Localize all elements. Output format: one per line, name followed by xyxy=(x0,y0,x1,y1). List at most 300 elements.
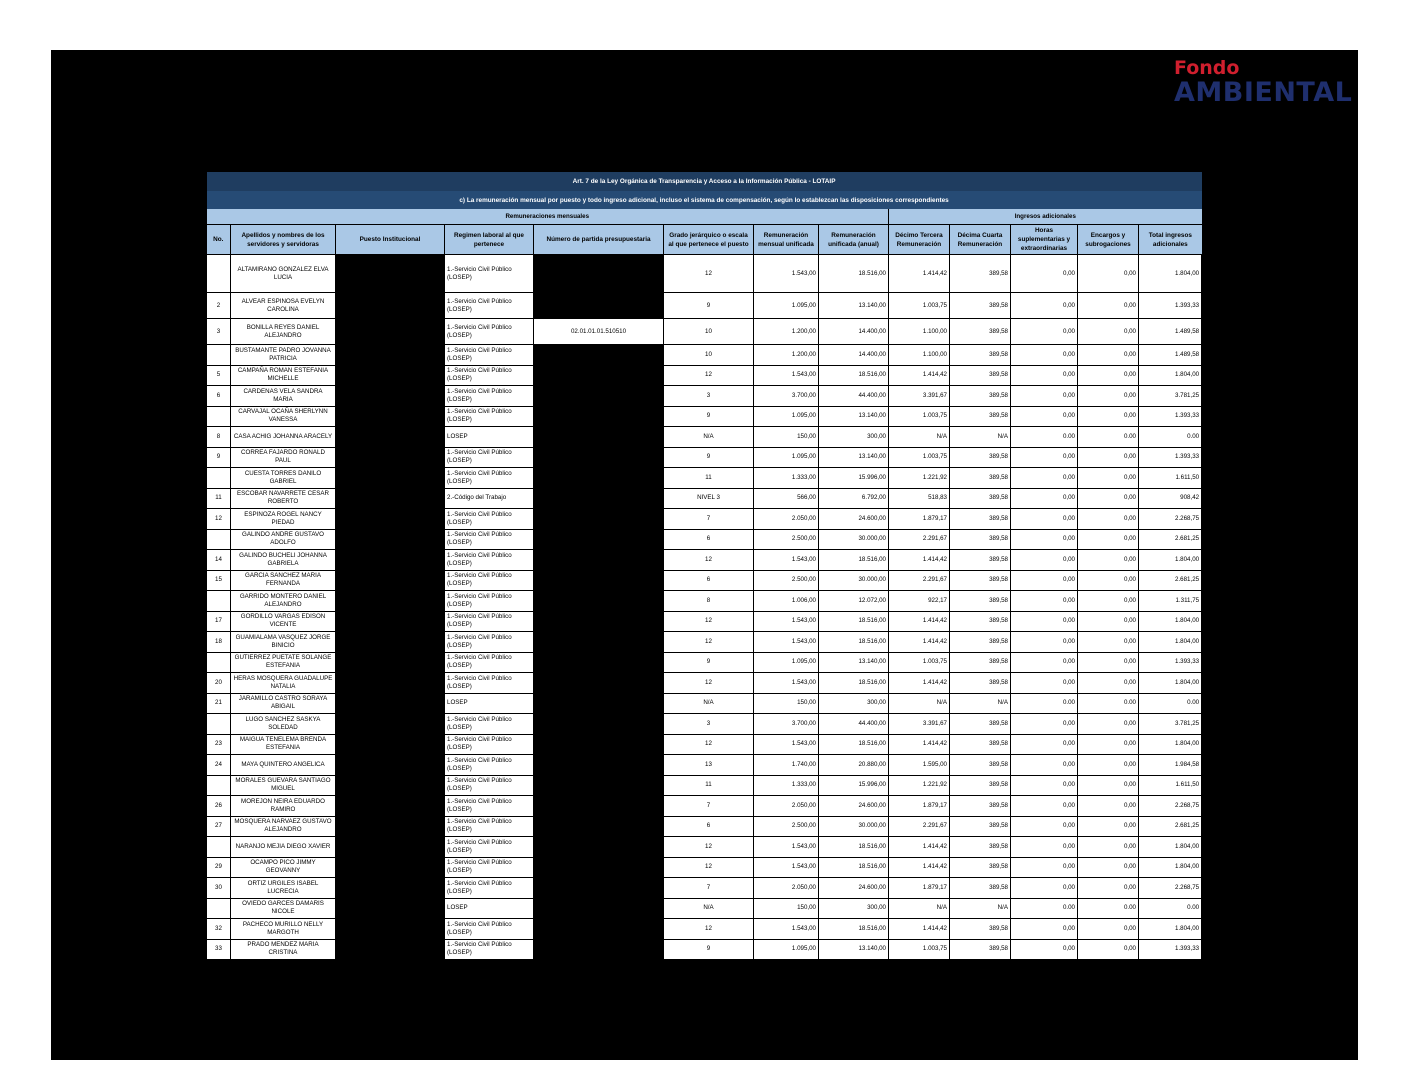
row-number xyxy=(207,714,231,735)
group-monthly: Remuneraciones mensuales xyxy=(207,209,889,225)
thirteenth-pay: 1.003,75 xyxy=(889,939,950,960)
table-row xyxy=(207,427,1202,448)
total-additional: 1.804,00 xyxy=(1139,550,1202,571)
charges: 0,00 xyxy=(1078,406,1139,427)
total-additional: 1.489,58 xyxy=(1139,319,1202,345)
budget-item-redacted xyxy=(534,406,664,427)
thirteenth-pay: 1.414,42 xyxy=(889,611,950,632)
labor-regime: 1.-Servicio Civil Público (LOSEP) xyxy=(445,529,534,550)
position-cell-redacted xyxy=(336,755,445,776)
overtime: 0,00 xyxy=(1011,293,1078,319)
charges: 0,00 xyxy=(1078,255,1139,293)
charges: 0,00 xyxy=(1078,447,1139,468)
total-additional: 2.681,25 xyxy=(1139,529,1202,550)
table-row xyxy=(207,550,1202,571)
thirteenth-pay: 1.879,17 xyxy=(889,509,950,530)
labor-regime: 1.-Servicio Civil Público (LOSEP) xyxy=(445,365,534,386)
position-cell-redacted xyxy=(336,919,445,940)
annual-pay: 18.516,00 xyxy=(819,550,889,571)
row-number xyxy=(207,775,231,796)
table-row xyxy=(207,255,1202,293)
table-row xyxy=(207,939,1202,960)
overtime: 0,00 xyxy=(1011,509,1078,530)
column-header: Grado jerárquico o escala al que pertenece el puesto xyxy=(664,225,754,255)
fourteenth-pay: 389,58 xyxy=(950,447,1011,468)
charges: 0.00 xyxy=(1078,427,1139,448)
employee-name: ALVEAR ESPINOSA EVELYN CAROLINA xyxy=(231,293,336,319)
employee-name: ORTIZ URGILES ISABEL LUCRECIA xyxy=(231,878,336,899)
labor-regime: 2.-Código del Trabajo xyxy=(445,488,534,509)
total-additional: 1.489,58 xyxy=(1139,345,1202,366)
annual-pay: 13.140,00 xyxy=(819,406,889,427)
employee-name: ESPINOZA ROGEL NANCY PIEDAD xyxy=(231,509,336,530)
grade: 12 xyxy=(664,857,754,878)
column-header: Décimo Tercera Remuneración xyxy=(889,225,950,255)
charges: 0,00 xyxy=(1078,570,1139,591)
charges: 0,00 xyxy=(1078,509,1139,530)
budget-item-redacted xyxy=(534,857,664,878)
grade: 9 xyxy=(664,293,754,319)
annual-pay: 300,00 xyxy=(819,427,889,448)
monthly-pay: 150,00 xyxy=(754,898,819,919)
table-row xyxy=(207,447,1202,468)
employee-name: HERAS MOSQUERA GUADALUPE NATALIA xyxy=(231,673,336,694)
monthly-pay: 1.095,00 xyxy=(754,652,819,673)
employee-name: JARAMILLO CASTRO SORAYA ABIGAIL xyxy=(231,693,336,714)
annual-pay: 12.072,00 xyxy=(819,591,889,612)
thirteenth-pay: 2.291,67 xyxy=(889,816,950,837)
fourteenth-pay: N/A xyxy=(950,693,1011,714)
fourteenth-pay: 389,58 xyxy=(950,591,1011,612)
position-cell-redacted xyxy=(336,550,445,571)
column-header: Apellidos y nombres de los servidores y servidoras xyxy=(231,225,336,255)
monthly-pay: 1.333,00 xyxy=(754,468,819,489)
budget-item-redacted xyxy=(534,591,664,612)
row-number xyxy=(207,652,231,673)
fourteenth-pay: 389,58 xyxy=(950,755,1011,776)
employee-name: CASA ACHIG JOHANNA ARACELY xyxy=(231,427,336,448)
overtime: 0,00 xyxy=(1011,255,1078,293)
logo-line1: Fondo xyxy=(1174,57,1240,79)
total-additional: 1.393,33 xyxy=(1139,447,1202,468)
charges: 0,00 xyxy=(1078,293,1139,319)
table-row xyxy=(207,919,1202,940)
fourteenth-pay: 389,58 xyxy=(950,775,1011,796)
fourteenth-pay: 389,58 xyxy=(950,529,1011,550)
monthly-pay: 1.095,00 xyxy=(754,293,819,319)
thirteenth-pay: 1.414,42 xyxy=(889,632,950,653)
annual-pay: 18.516,00 xyxy=(819,919,889,940)
table-row xyxy=(207,714,1202,735)
employee-name: LUGO SANCHEZ SASKYA SOLEDAD xyxy=(231,714,336,735)
labor-regime: 1.-Servicio Civil Público (LOSEP) xyxy=(445,714,534,735)
labor-regime: 1.-Servicio Civil Público (LOSEP) xyxy=(445,878,534,899)
annual-pay: 18.516,00 xyxy=(819,255,889,293)
total-additional: 0.00 xyxy=(1139,427,1202,448)
overtime: 0,00 xyxy=(1011,365,1078,386)
grade: 3 xyxy=(664,386,754,407)
budget-item-redacted xyxy=(534,427,664,448)
row-number: 15 xyxy=(207,570,231,591)
table-row xyxy=(207,293,1202,319)
total-additional: 2.681,25 xyxy=(1139,570,1202,591)
annual-pay: 30.000,00 xyxy=(819,529,889,550)
fourteenth-pay: 389,58 xyxy=(950,468,1011,489)
grade: 10 xyxy=(664,319,754,345)
row-number: 17 xyxy=(207,611,231,632)
fourteenth-pay: N/A xyxy=(950,898,1011,919)
annual-pay: 14.400,00 xyxy=(819,345,889,366)
total-additional: 1.804,00 xyxy=(1139,611,1202,632)
position-cell-redacted xyxy=(336,611,445,632)
thirteenth-pay: N/A xyxy=(889,693,950,714)
total-additional: 1.804,00 xyxy=(1139,734,1202,755)
table-row xyxy=(207,509,1202,530)
fourteenth-pay: 389,58 xyxy=(950,837,1011,858)
overtime: 0,00 xyxy=(1011,550,1078,571)
grade: 13 xyxy=(664,755,754,776)
row-number: 33 xyxy=(207,939,231,960)
total-additional: 1.393,33 xyxy=(1139,406,1202,427)
charges: 0,00 xyxy=(1078,319,1139,345)
logo-line2: AMBIENTAL xyxy=(1174,77,1353,108)
total-additional: 1.804,00 xyxy=(1139,837,1202,858)
column-header: Remuneración unificada (anual) xyxy=(819,225,889,255)
monthly-pay: 1.543,00 xyxy=(754,857,819,878)
column-header: No. xyxy=(207,225,231,255)
employee-name: GUTIERREZ PUETATE SOLANGE ESTEFANIA xyxy=(231,652,336,673)
labor-regime: 1.-Servicio Civil Público (LOSEP) xyxy=(445,406,534,427)
budget-item-redacted xyxy=(534,509,664,530)
overtime: 0,00 xyxy=(1011,611,1078,632)
position-cell-redacted xyxy=(336,406,445,427)
monthly-pay: 1.095,00 xyxy=(754,447,819,468)
charges: 0,00 xyxy=(1078,652,1139,673)
annual-pay: 18.516,00 xyxy=(819,365,889,386)
grade: 12 xyxy=(664,550,754,571)
monthly-pay: 3.700,00 xyxy=(754,714,819,735)
thirteenth-pay: 3.391,67 xyxy=(889,386,950,407)
total-additional: 1.804,00 xyxy=(1139,365,1202,386)
grade: N/A xyxy=(664,693,754,714)
labor-regime: 1.-Servicio Civil Público (LOSEP) xyxy=(445,447,534,468)
fourteenth-pay: 389,58 xyxy=(950,878,1011,899)
overtime: 0,00 xyxy=(1011,468,1078,489)
annual-pay: 300,00 xyxy=(819,693,889,714)
employee-name: BONILLA REYES DANIEL ALEJANDRO xyxy=(231,319,336,345)
charges: 0,00 xyxy=(1078,837,1139,858)
position-cell-redacted xyxy=(336,693,445,714)
grade: 9 xyxy=(664,652,754,673)
overtime: 0,00 xyxy=(1011,837,1078,858)
fourteenth-pay: 389,58 xyxy=(950,550,1011,571)
overtime: 0,00 xyxy=(1011,775,1078,796)
grade: NIVEL 3 xyxy=(664,488,754,509)
annual-pay: 18.516,00 xyxy=(819,837,889,858)
total-additional: 1.984,58 xyxy=(1139,755,1202,776)
employee-name: CORREA FAJARDO RONALD PAUL xyxy=(231,447,336,468)
labor-regime: 1.-Servicio Civil Público (LOSEP) xyxy=(445,509,534,530)
charges: 0,00 xyxy=(1078,878,1139,899)
table-row xyxy=(207,734,1202,755)
grade: 3 xyxy=(664,714,754,735)
position-cell-redacted xyxy=(336,386,445,407)
charges: 0,00 xyxy=(1078,919,1139,940)
monthly-pay: 1.543,00 xyxy=(754,837,819,858)
overtime: 0,00 xyxy=(1011,591,1078,612)
thirteenth-pay: 1.879,17 xyxy=(889,878,950,899)
annual-pay: 24.600,00 xyxy=(819,796,889,817)
total-additional: 1.804,00 xyxy=(1139,857,1202,878)
fourteenth-pay: 389,58 xyxy=(950,796,1011,817)
labor-regime: 1.-Servicio Civil Público (LOSEP) xyxy=(445,919,534,940)
overtime: 0,00 xyxy=(1011,319,1078,345)
table-row xyxy=(207,319,1202,345)
row-number: 12 xyxy=(207,509,231,530)
row-number: 18 xyxy=(207,632,231,653)
thirteenth-pay: 1.003,75 xyxy=(889,406,950,427)
row-number: 14 xyxy=(207,550,231,571)
fourteenth-pay: 389,58 xyxy=(950,673,1011,694)
labor-regime: 1.-Servicio Civil Público (LOSEP) xyxy=(445,796,534,817)
employee-name: MAYA QUINTERO ANGELICA xyxy=(231,755,336,776)
budget-item-redacted xyxy=(534,386,664,407)
overtime: 0,00 xyxy=(1011,755,1078,776)
labor-regime: 1.-Servicio Civil Público (LOSEP) xyxy=(445,816,534,837)
charges: 0,00 xyxy=(1078,529,1139,550)
overtime: 0,00 xyxy=(1011,406,1078,427)
employee-name: OVIEDO GARCES DAMARIS NICOLE xyxy=(231,898,336,919)
labor-regime: 1.-Servicio Civil Público (LOSEP) xyxy=(445,837,534,858)
group-additional: Ingresos adicionales xyxy=(889,209,1202,225)
total-additional: 2.268,75 xyxy=(1139,796,1202,817)
monthly-pay: 150,00 xyxy=(754,693,819,714)
total-additional: 1.393,33 xyxy=(1139,652,1202,673)
charges: 0.00 xyxy=(1078,693,1139,714)
thirteenth-pay: 1.414,42 xyxy=(889,673,950,694)
thirteenth-pay: 1.003,75 xyxy=(889,447,950,468)
total-additional: 0.00 xyxy=(1139,898,1202,919)
column-header: Horas suplementarias y extraordinarias xyxy=(1011,225,1078,255)
labor-regime: 1.-Servicio Civil Público (LOSEP) xyxy=(445,652,534,673)
fourteenth-pay: 389,58 xyxy=(950,632,1011,653)
monthly-pay: 1.543,00 xyxy=(754,734,819,755)
fourteenth-pay: 389,58 xyxy=(950,406,1011,427)
grade: 7 xyxy=(664,796,754,817)
fourteenth-pay: 389,58 xyxy=(950,293,1011,319)
position-cell-redacted xyxy=(336,570,445,591)
fourteenth-pay: 389,58 xyxy=(950,816,1011,837)
thirteenth-pay: 3.391,67 xyxy=(889,714,950,735)
thirteenth-pay: 2.291,67 xyxy=(889,570,950,591)
budget-item-redacted xyxy=(534,447,664,468)
employee-name: CUESTA TORRES DANILO GABRIEL xyxy=(231,468,336,489)
employee-name: MAIGUA TENELEMA BRENDA ESTEFANIA xyxy=(231,734,336,755)
overtime: 0,00 xyxy=(1011,570,1078,591)
table-row xyxy=(207,488,1202,509)
fourteenth-pay: 389,58 xyxy=(950,255,1011,293)
annual-pay: 24.600,00 xyxy=(819,509,889,530)
thirteenth-pay: N/A xyxy=(889,898,950,919)
position-cell-redacted xyxy=(336,447,445,468)
employee-name: GARRIDO MONTERO DANIEL ALEJANDRO xyxy=(231,591,336,612)
position-cell-redacted xyxy=(336,796,445,817)
fourteenth-pay: 389,58 xyxy=(950,652,1011,673)
overtime: 0.00 xyxy=(1011,427,1078,448)
table-row xyxy=(207,755,1202,776)
charges: 0,00 xyxy=(1078,611,1139,632)
grade: 9 xyxy=(664,406,754,427)
budget-item-redacted xyxy=(534,652,664,673)
row-number: 5 xyxy=(207,365,231,386)
budget-item-redacted xyxy=(534,529,664,550)
position-cell-redacted xyxy=(336,345,445,366)
overtime: 0,00 xyxy=(1011,386,1078,407)
total-additional: 3.781,25 xyxy=(1139,386,1202,407)
grade: 12 xyxy=(664,673,754,694)
grade: 6 xyxy=(664,529,754,550)
position-cell-redacted xyxy=(336,427,445,448)
total-additional: 2.268,75 xyxy=(1139,509,1202,530)
monthly-pay: 2.050,00 xyxy=(754,878,819,899)
row-number: 11 xyxy=(207,488,231,509)
table-title: Art. 7 de la Ley Orgánica de Transparencia y Acceso a la Información Pública - LOTAIP xyxy=(207,172,1202,191)
row-number xyxy=(207,837,231,858)
column-header: Puesto Institucional xyxy=(336,225,445,255)
row-number: 32 xyxy=(207,919,231,940)
charges: 0,00 xyxy=(1078,386,1139,407)
thirteenth-pay: 1.595,00 xyxy=(889,755,950,776)
employee-name: NARANJO MEJIA DIEGO XAVIER xyxy=(231,837,336,858)
labor-regime: LOSEP xyxy=(445,898,534,919)
labor-regime: LOSEP xyxy=(445,693,534,714)
budget-item-redacted xyxy=(534,816,664,837)
charges: 0,00 xyxy=(1078,550,1139,571)
charges: 0,00 xyxy=(1078,796,1139,817)
budget-item-redacted xyxy=(534,673,664,694)
monthly-pay: 150,00 xyxy=(754,427,819,448)
total-additional: 1.393,33 xyxy=(1139,939,1202,960)
position-cell-redacted xyxy=(336,714,445,735)
overtime: 0,00 xyxy=(1011,734,1078,755)
thirteenth-pay: 1.221,92 xyxy=(889,468,950,489)
grade: 6 xyxy=(664,570,754,591)
labor-regime: LOSEP xyxy=(445,427,534,448)
overtime: 0,00 xyxy=(1011,652,1078,673)
budget-item-redacted xyxy=(534,734,664,755)
fourteenth-pay: 389,58 xyxy=(950,714,1011,735)
fourteenth-pay: 389,58 xyxy=(950,345,1011,366)
column-header: Número de partida presupuestaria xyxy=(534,225,664,255)
monthly-pay: 2.500,00 xyxy=(754,529,819,550)
position-cell-redacted xyxy=(336,509,445,530)
table-row xyxy=(207,570,1202,591)
annual-pay: 13.140,00 xyxy=(819,939,889,960)
monthly-pay: 1.543,00 xyxy=(754,673,819,694)
labor-regime: 1.-Servicio Civil Público (LOSEP) xyxy=(445,570,534,591)
total-additional: 1.611,50 xyxy=(1139,468,1202,489)
employee-name: OCAMPO PICO JIMMY GEOVANNY xyxy=(231,857,336,878)
monthly-pay: 566,00 xyxy=(754,488,819,509)
employee-name: CARDENAS VELA SANDRA MARIA xyxy=(231,386,336,407)
charges: 0,00 xyxy=(1078,345,1139,366)
total-additional: 0.00 xyxy=(1139,693,1202,714)
employee-name: GALINDO BUCHELI JOHANNA GABRIELA xyxy=(231,550,336,571)
table-row xyxy=(207,898,1202,919)
monthly-pay: 1.543,00 xyxy=(754,255,819,293)
annual-pay: 6.792,00 xyxy=(819,488,889,509)
monthly-pay: 1.006,00 xyxy=(754,591,819,612)
total-additional: 3.781,25 xyxy=(1139,714,1202,735)
row-number: 30 xyxy=(207,878,231,899)
budget-item-redacted xyxy=(534,837,664,858)
thirteenth-pay: 1.414,42 xyxy=(889,919,950,940)
fourteenth-pay: 389,58 xyxy=(950,570,1011,591)
position-cell-redacted xyxy=(336,365,445,386)
employee-name: MORALES GUEVARA SANTIAGO MIGUEL xyxy=(231,775,336,796)
row-number xyxy=(207,591,231,612)
budget-item-redacted xyxy=(534,632,664,653)
grade: 6 xyxy=(664,816,754,837)
row-number: 26 xyxy=(207,796,231,817)
budget-item: 02.01.01.01.510510 xyxy=(534,319,664,345)
thirteenth-pay: 1.414,42 xyxy=(889,365,950,386)
labor-regime: 1.-Servicio Civil Público (LOSEP) xyxy=(445,293,534,319)
fourteenth-pay: 389,58 xyxy=(950,857,1011,878)
grade: N/A xyxy=(664,427,754,448)
row-number: 6 xyxy=(207,386,231,407)
labor-regime: 1.-Servicio Civil Público (LOSEP) xyxy=(445,386,534,407)
thirteenth-pay: 1.414,42 xyxy=(889,734,950,755)
position-cell-redacted xyxy=(336,734,445,755)
budget-item-redacted xyxy=(534,468,664,489)
employee-name: PRADO MENDEZ MARIA CRISTINA xyxy=(231,939,336,960)
position-cell-redacted xyxy=(336,632,445,653)
annual-pay: 14.400,00 xyxy=(819,319,889,345)
overtime: 0,00 xyxy=(1011,796,1078,817)
thirteenth-pay: 1.414,42 xyxy=(889,550,950,571)
annual-pay: 20.880,00 xyxy=(819,755,889,776)
thirteenth-pay: 1.100,00 xyxy=(889,319,950,345)
row-number: 21 xyxy=(207,693,231,714)
employee-name: GARCIA SANCHEZ MARIA FERNANDA xyxy=(231,570,336,591)
table-row xyxy=(207,652,1202,673)
table-row xyxy=(207,878,1202,899)
charges: 0,00 xyxy=(1078,857,1139,878)
monthly-pay: 2.500,00 xyxy=(754,570,819,591)
monthly-pay: 1.543,00 xyxy=(754,365,819,386)
annual-pay: 24.600,00 xyxy=(819,878,889,899)
charges: 0,00 xyxy=(1078,755,1139,776)
overtime: 0,00 xyxy=(1011,878,1078,899)
table-row xyxy=(207,386,1202,407)
annual-pay: 18.516,00 xyxy=(819,611,889,632)
annual-pay: 13.140,00 xyxy=(819,652,889,673)
overtime: 0,00 xyxy=(1011,816,1078,837)
annual-pay: 18.516,00 xyxy=(819,673,889,694)
position-cell-redacted xyxy=(336,591,445,612)
grade: 8 xyxy=(664,591,754,612)
charges: 0,00 xyxy=(1078,775,1139,796)
charges: 0,00 xyxy=(1078,365,1139,386)
table-row xyxy=(207,816,1202,837)
position-cell-redacted xyxy=(336,939,445,960)
position-cell-redacted xyxy=(336,319,445,345)
fourteenth-pay: 389,58 xyxy=(950,919,1011,940)
charges: 0,00 xyxy=(1078,939,1139,960)
row-number xyxy=(207,898,231,919)
grade: 12 xyxy=(664,632,754,653)
